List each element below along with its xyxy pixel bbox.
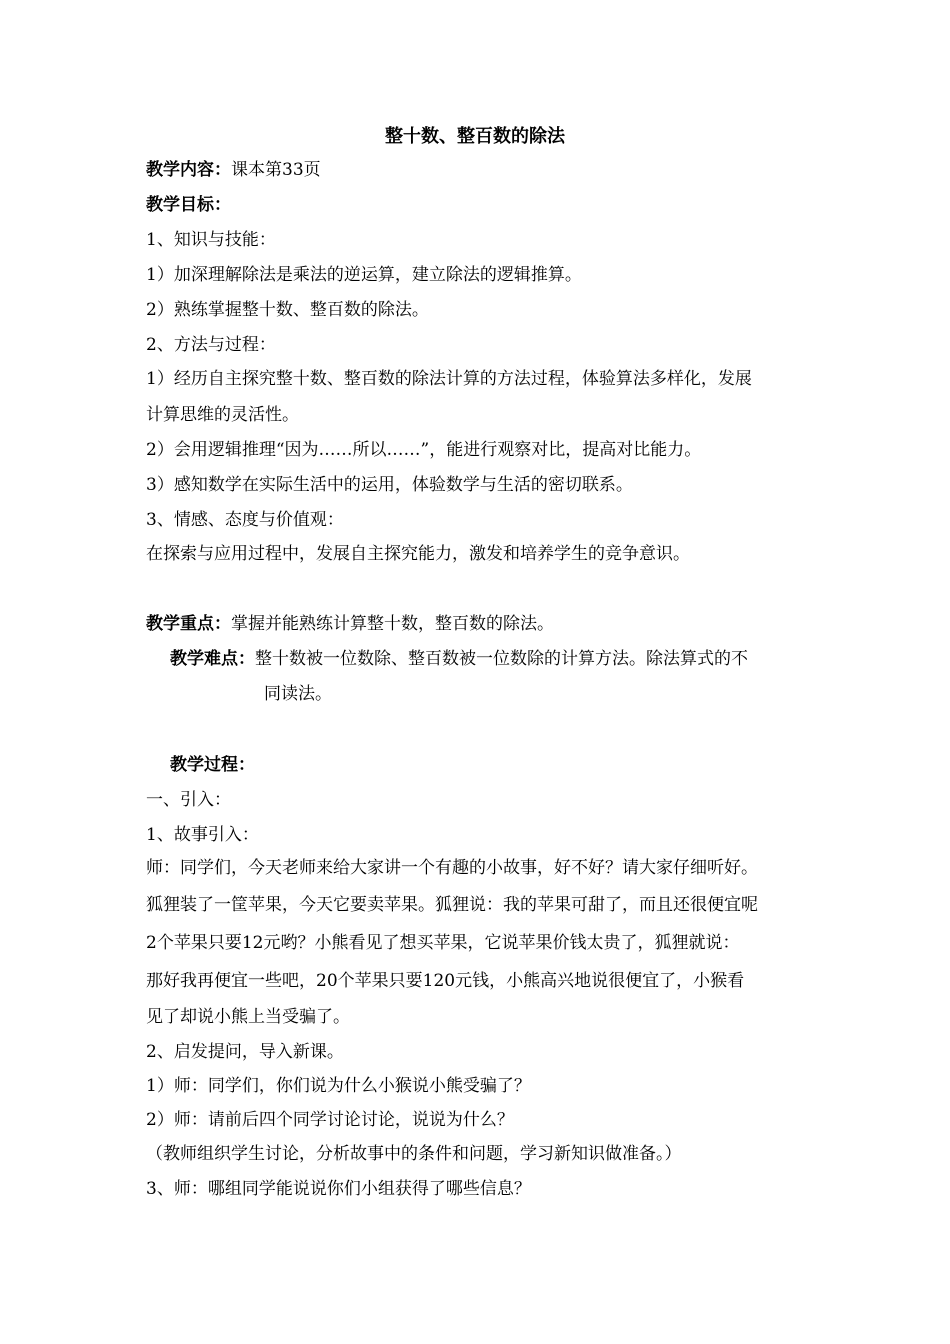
objective-line: 1）加深理解除法是乘法的逆运算，建立除法的逻辑推算。 <box>146 265 582 285</box>
difficulty-continuation: 同读法。 <box>264 684 332 704</box>
key-point-value: 掌握并能熟练计算整十数，整百数的除法。 <box>231 614 554 634</box>
process-line: 一、引入： <box>146 790 231 810</box>
process-label: 教学过程： <box>170 755 255 775</box>
objective-line: 1）经历自主探究整十数、整百数的除法计算的方法过程，体验算法多样化，发展 <box>146 369 752 389</box>
content-line <box>146 158 321 182</box>
process-line: 师：同学们，今天老师来给大家讲一个有趣的小故事，好不好？请大家仔细听好。 <box>146 858 758 878</box>
objective-line: 2）熟练掌握整十数、整百数的除法。 <box>146 300 429 320</box>
objectives-label: 教学目标： <box>146 195 231 215</box>
process-line: 2个苹果只要12元哟？小熊看见了想买苹果，它说苹果价钱太贵了，狐狸就说： <box>146 933 740 953</box>
content-label: 教学内容： <box>146 160 231 180</box>
process-line: 3、师：哪组同学能说说你们小组获得了哪些信息？ <box>146 1179 531 1199</box>
difficulty-value: 整十数被一位数除、整百数被一位数除的计算方法。除法算式的不 <box>255 649 748 669</box>
difficulty-label: 教学难点： <box>170 649 255 669</box>
objective-line: 3）感知数学在实际生活中的运用，体验数学与生活的密切联系。 <box>146 475 633 495</box>
process-line: 见了却说小熊上当受骗了。 <box>146 1007 350 1027</box>
objective-line: 2）会用逻辑推理“因为……所以……”，能进行观察对比，提高对比能力。 <box>146 440 702 460</box>
objective-line: 3、情感、态度与价值观： <box>146 510 344 530</box>
process-line: 1）师：同学们，你们说为什么小猴说小熊受骗了？ <box>146 1076 531 1096</box>
process-line: 2）师：请前后四个同学讨论讨论，说说为什么？ <box>146 1110 514 1130</box>
process-line: 那好我再便宜一些吧，20个苹果只要120元钱，小熊高兴地说很便宜了，小猴看 <box>146 971 745 991</box>
process-line: （教师组织学生讨论，分析故事中的条件和问题，学习新知识做准备。） <box>146 1144 682 1164</box>
document-title: 整十数、整百数的除法 <box>385 126 565 147</box>
objective-line: 计算思维的灵活性。 <box>146 405 299 425</box>
key-point-label: 教学重点： <box>146 614 231 634</box>
key-point-line <box>146 612 554 636</box>
process-line: 1、故事引入： <box>146 825 259 845</box>
difficulty-line <box>170 647 748 671</box>
objective-line: 2、方法与过程： <box>146 335 276 355</box>
content-value: 课本第33页 <box>231 160 321 180</box>
objective-line: 在探索与应用过程中，发展自主探究能力，激发和培养学生的竞争意识。 <box>146 544 690 564</box>
objective-line: 1、知识与技能： <box>146 230 276 250</box>
process-line: 2、启发提问，导入新课。 <box>146 1042 344 1062</box>
process-line: 狐狸装了一筐苹果，今天它要卖苹果。狐狸说：我的苹果可甜了，而且还很便宜呢 <box>146 895 758 915</box>
